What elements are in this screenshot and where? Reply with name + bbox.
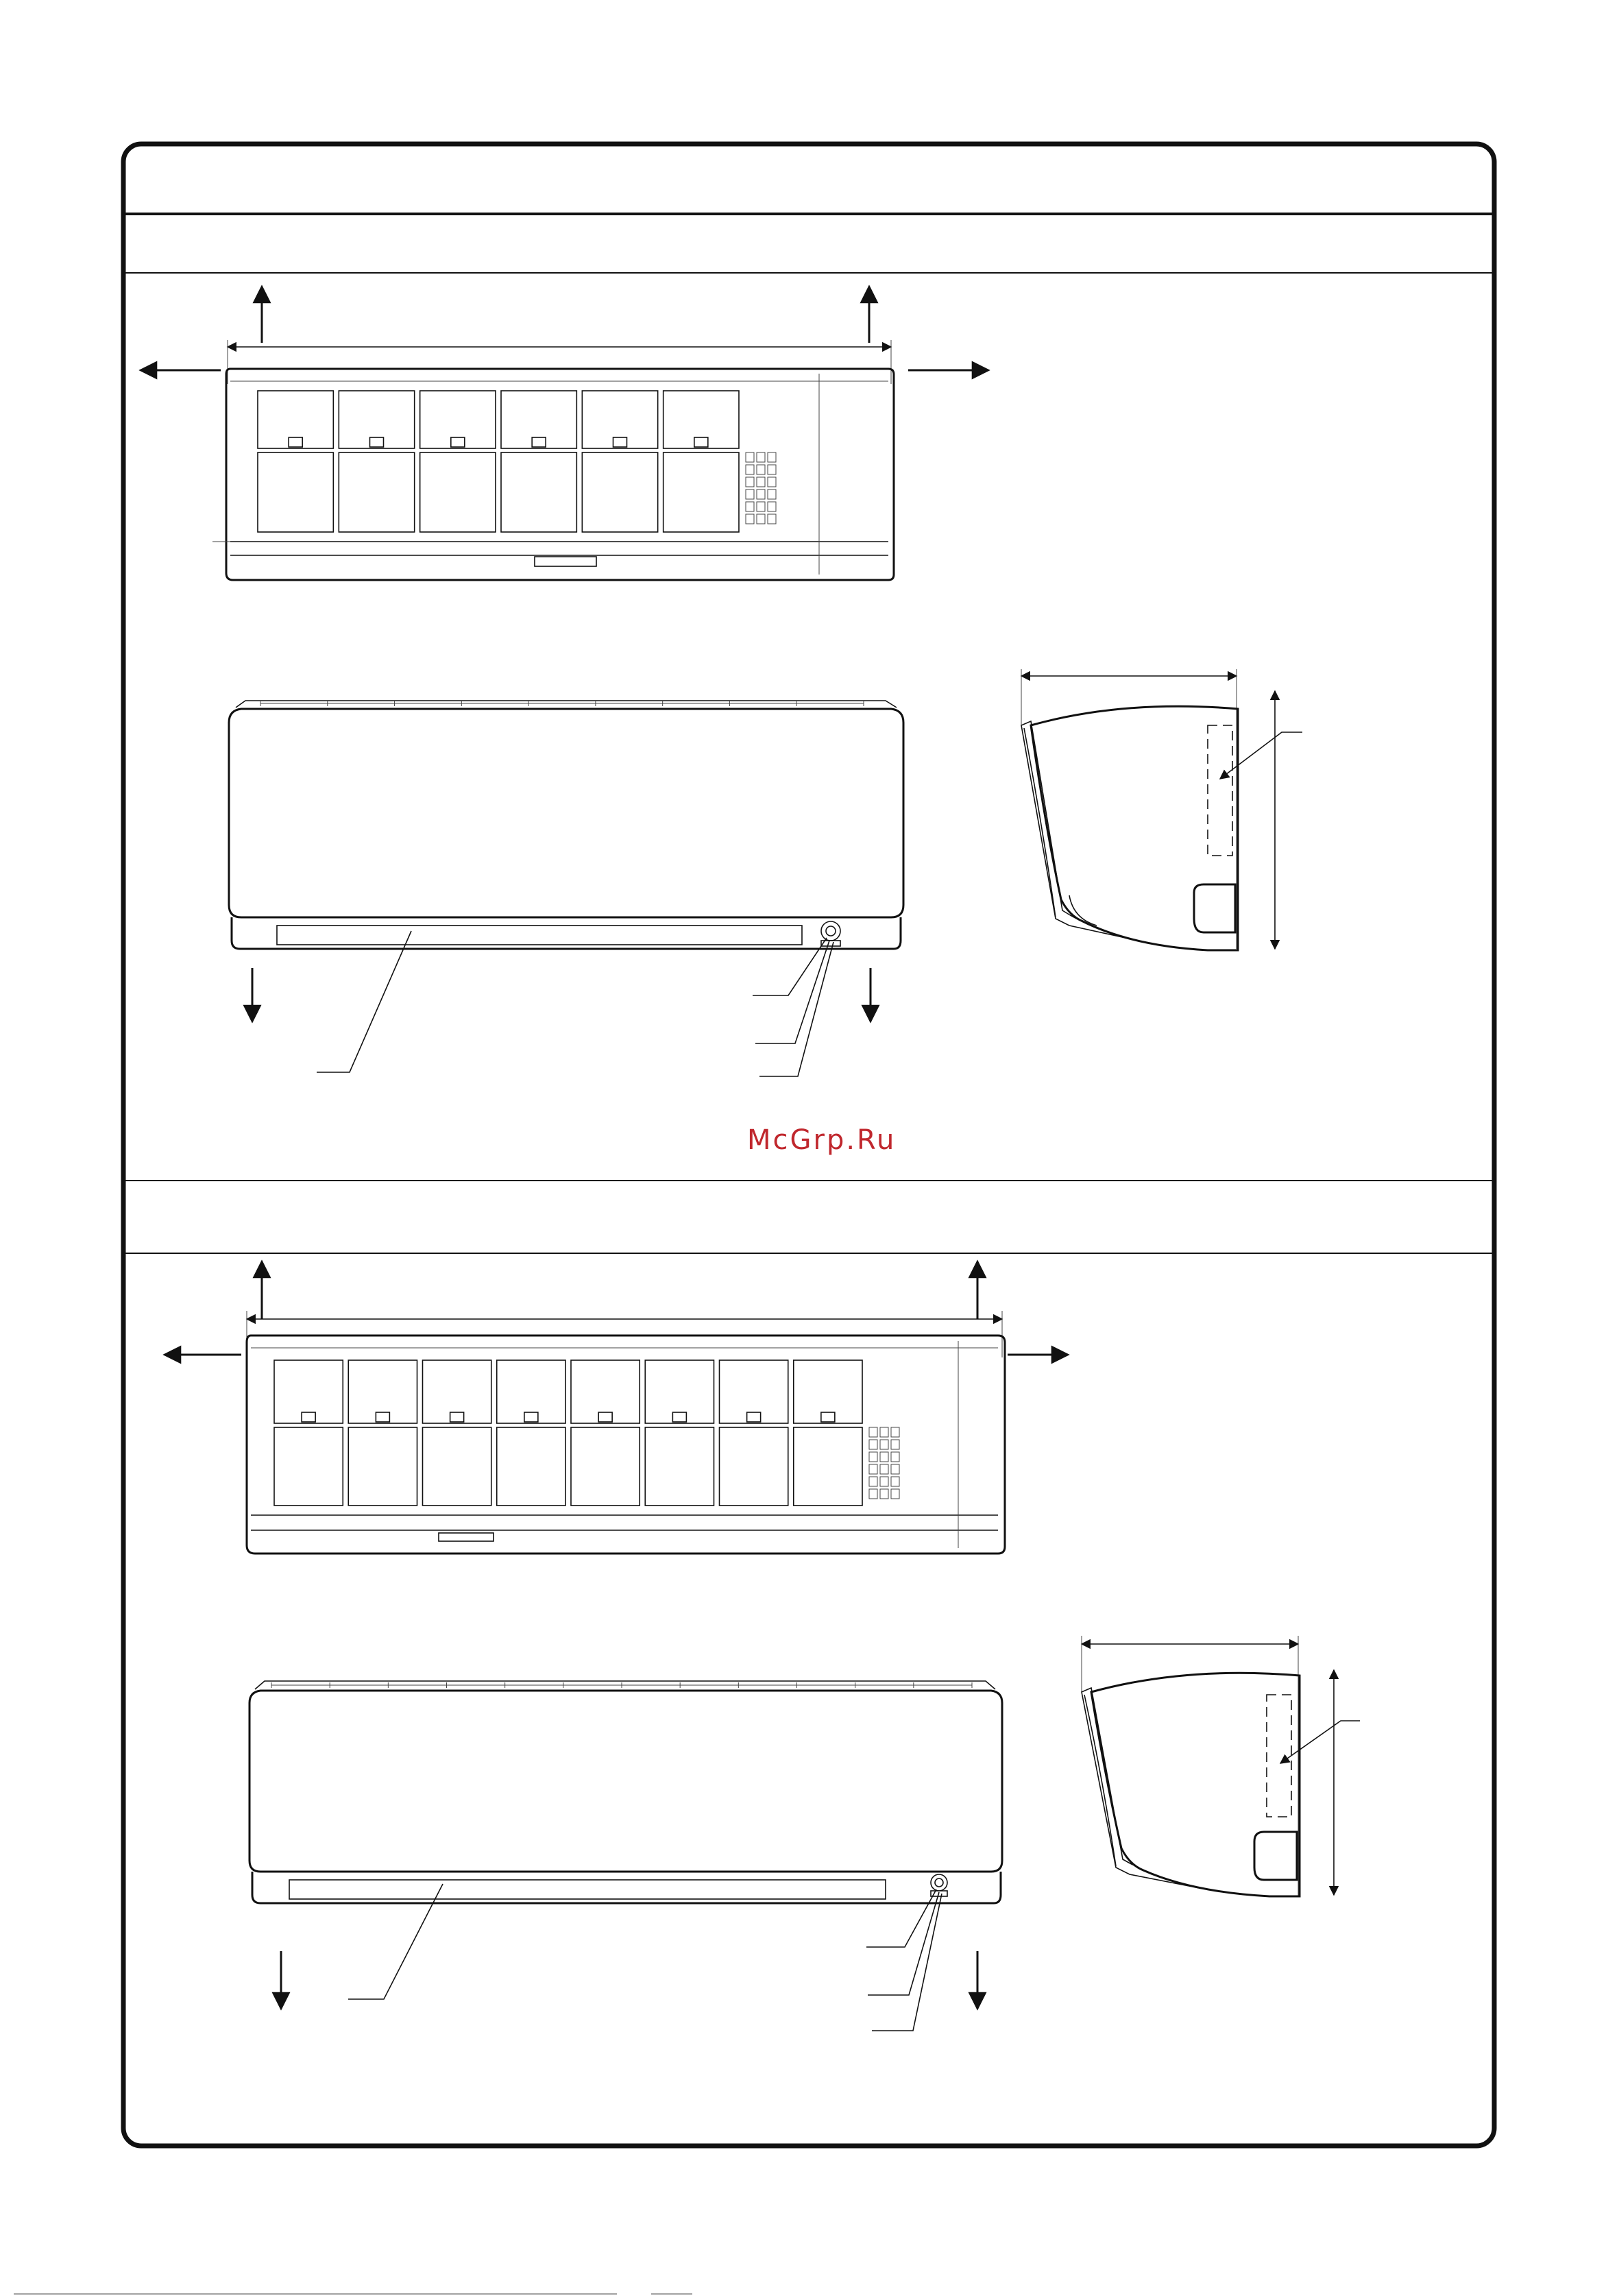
width-dimension-lower: [247, 1311, 1002, 1357]
unit-open-view-lower: [247, 1336, 1005, 1554]
unit-open-view-upper: [212, 369, 894, 580]
callout-leaders-lower: [348, 1884, 942, 2031]
filter-grid: [274, 1360, 899, 1506]
watermark: McGrp.Ru: [747, 1124, 897, 1156]
unit-side-view-lower: [1082, 1636, 1360, 1896]
callout-leaders-upper: [317, 931, 833, 1076]
filter-grid: [258, 391, 776, 532]
unit-front-view-upper: [229, 701, 903, 949]
width-dimension-upper: [228, 340, 891, 384]
unit-side-view-upper: [1021, 669, 1302, 950]
unit-front-view-lower: [249, 1681, 1002, 1903]
clearance-arrows-upper: [141, 287, 988, 1022]
